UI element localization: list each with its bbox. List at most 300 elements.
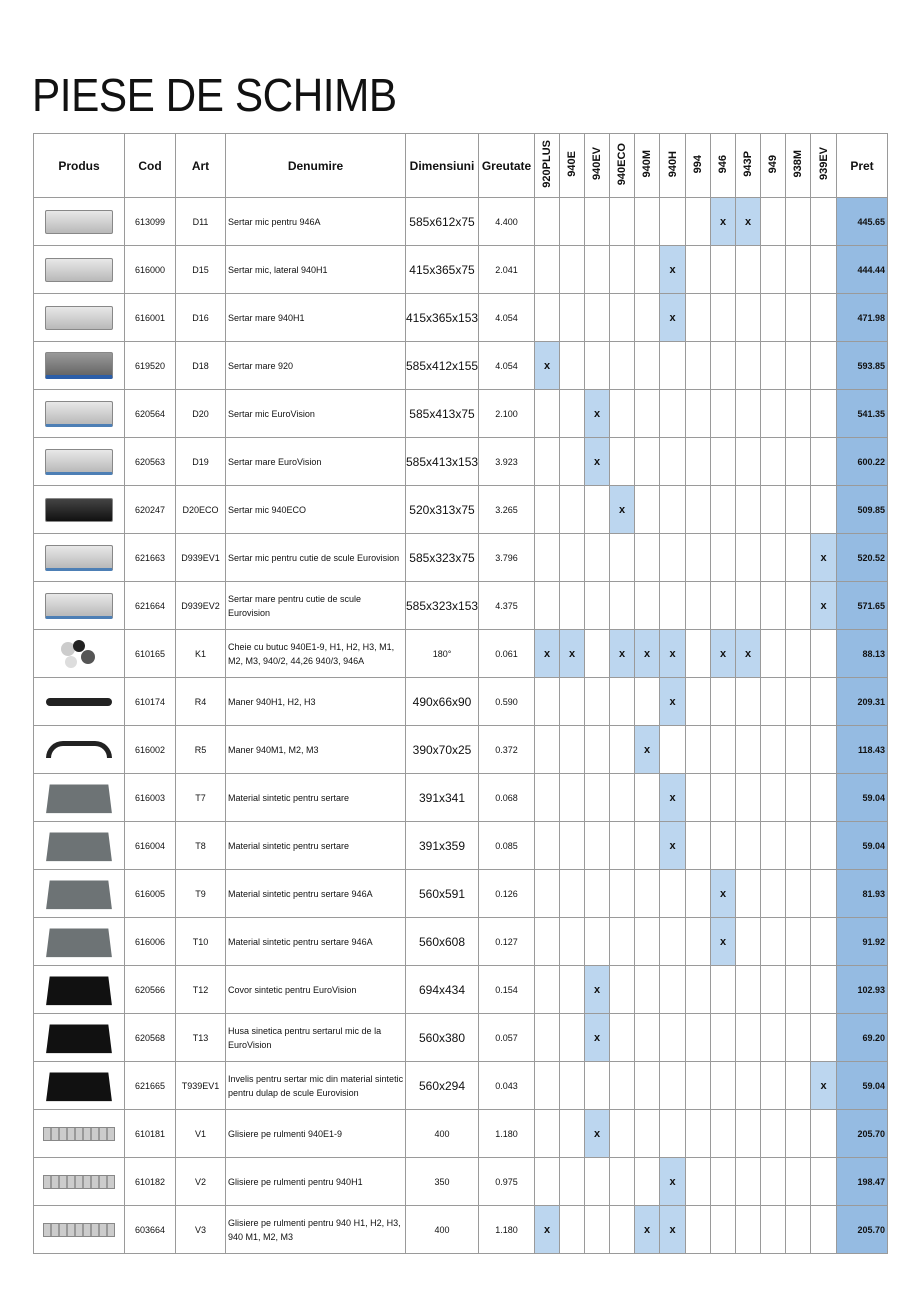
model-compat-cell: x <box>660 246 686 294</box>
model-compat-cell <box>761 342 786 390</box>
model-compat-cell <box>535 678 560 726</box>
cod-cell: 613099 <box>125 198 176 246</box>
model-compat-cell <box>535 822 560 870</box>
header-model-label: 940ECO <box>616 142 628 186</box>
dimensiuni-cell: 585x323x153 <box>406 582 479 630</box>
model-compat-cell <box>786 822 811 870</box>
model-compat-cell <box>560 774 585 822</box>
model-compat-cell <box>811 726 837 774</box>
model-compat-cell: x <box>811 534 837 582</box>
denumire-cell: Material sintetic pentru sertare 946A <box>226 918 406 966</box>
denumire-cell: Glisiere pe rulmenti 940E1-9 <box>226 1110 406 1158</box>
denumire-cell: Sertar mic pentru 946A <box>226 198 406 246</box>
model-compat-cell <box>786 918 811 966</box>
model-compat-cell <box>711 582 736 630</box>
model-compat-cell <box>811 342 837 390</box>
dimensiuni-cell: 520x313x75 <box>406 486 479 534</box>
header-model <box>635 134 660 198</box>
model-compat-cell <box>686 678 711 726</box>
greutate-cell: 0.061 <box>479 630 535 678</box>
header-denumire: Denumire <box>226 134 406 198</box>
model-compat-cell <box>686 438 711 486</box>
model-compat-cell <box>635 1062 660 1110</box>
model-compat-cell <box>736 582 761 630</box>
mat-black-icon <box>46 976 112 1005</box>
drawer-black-icon <box>45 498 113 522</box>
model-compat-cell <box>711 246 736 294</box>
handle-straight-icon <box>46 698 112 706</box>
model-compat-cell <box>736 822 761 870</box>
model-compat-cell <box>711 774 736 822</box>
model-compat-cell <box>786 294 811 342</box>
model-compat-cell <box>686 870 711 918</box>
drawer-ev-icon <box>45 449 113 475</box>
header-pret: Pret <box>837 134 888 198</box>
model-compat-cell <box>535 246 560 294</box>
model-compat-cell <box>786 1110 811 1158</box>
model-compat-cell <box>610 870 635 918</box>
model-compat-cell <box>786 870 811 918</box>
table-row <box>34 438 888 486</box>
mat-black-icon <box>46 1072 112 1101</box>
header-model-label: 938M <box>792 150 804 178</box>
model-compat-cell <box>535 294 560 342</box>
model-compat-cell <box>560 486 585 534</box>
model-compat-cell <box>560 1158 585 1206</box>
model-compat-cell <box>761 486 786 534</box>
model-compat-cell <box>535 438 560 486</box>
header-greutate: Greutate <box>479 134 535 198</box>
model-compat-cell: x <box>535 630 560 678</box>
table-row <box>34 246 888 294</box>
drawer-ev-icon <box>45 545 113 571</box>
header-dimensiuni: Dimensiuni <box>406 134 479 198</box>
cod-cell: 616002 <box>125 726 176 774</box>
art-cell: T13 <box>176 1014 226 1062</box>
model-compat-cell <box>736 294 761 342</box>
cod-cell: 620563 <box>125 438 176 486</box>
model-compat-cell: x <box>585 390 610 438</box>
model-compat-cell <box>635 822 660 870</box>
product-image-cell <box>34 726 125 774</box>
model-compat-cell <box>786 1062 811 1110</box>
model-compat-cell <box>635 294 660 342</box>
model-compat-cell: x <box>660 294 686 342</box>
table-row <box>34 486 888 534</box>
model-compat-cell <box>610 534 635 582</box>
header-model <box>535 134 560 198</box>
model-compat-cell <box>711 966 736 1014</box>
dimensiuni-cell: 391x359 <box>406 822 479 870</box>
drawer-grey-icon <box>45 258 113 282</box>
price-cell: 444.44 <box>837 246 888 294</box>
model-compat-cell <box>736 966 761 1014</box>
model-compat-cell <box>635 870 660 918</box>
header-art: Art <box>176 134 226 198</box>
model-compat-cell <box>660 438 686 486</box>
key-lock-icon <box>59 638 99 670</box>
price-cell: 509.85 <box>837 486 888 534</box>
dimensiuni-cell: 560x294 <box>406 1062 479 1110</box>
drawer-ev-icon <box>45 593 113 619</box>
mat-grey-icon <box>46 832 112 861</box>
model-compat-cell: x <box>585 1014 610 1062</box>
price-cell: 81.93 <box>837 870 888 918</box>
cod-cell: 620568 <box>125 1014 176 1062</box>
model-compat-cell <box>811 390 837 438</box>
model-compat-cell <box>786 1158 811 1206</box>
model-compat-cell <box>686 774 711 822</box>
product-image-cell <box>34 198 125 246</box>
model-compat-cell <box>686 246 711 294</box>
greutate-cell: 0.057 <box>479 1014 535 1062</box>
cod-cell: 610165 <box>125 630 176 678</box>
model-compat-cell <box>535 1014 560 1062</box>
denumire-cell: Sertar mic pentru cutie de scule Eurovision <box>226 534 406 582</box>
model-compat-cell <box>635 198 660 246</box>
model-compat-cell <box>736 774 761 822</box>
header-model <box>560 134 585 198</box>
model-compat-cell <box>535 1110 560 1158</box>
model-compat-cell: x <box>811 582 837 630</box>
model-compat-cell <box>635 486 660 534</box>
greutate-cell: 1.180 <box>479 1206 535 1254</box>
drawer-blue-icon <box>45 352 113 379</box>
model-compat-cell <box>560 966 585 1014</box>
art-cell: D939EV1 <box>176 534 226 582</box>
model-compat-cell <box>686 822 711 870</box>
cod-cell: 620564 <box>125 390 176 438</box>
greutate-cell: 3.796 <box>479 534 535 582</box>
header-model-label: 940E <box>566 151 578 177</box>
model-compat-cell <box>686 1062 711 1110</box>
header-model-label: 949 <box>767 154 779 174</box>
table-row <box>34 1158 888 1206</box>
model-compat-cell <box>560 246 585 294</box>
header-model <box>786 134 811 198</box>
dimensiuni-cell: 180° <box>406 630 479 678</box>
model-compat-cell: x <box>610 630 635 678</box>
dimensiuni-cell: 585x413x75 <box>406 390 479 438</box>
denumire-cell: Sertar mic EuroVision <box>226 390 406 438</box>
model-compat-cell <box>736 1014 761 1062</box>
header-model <box>660 134 686 198</box>
cod-cell: 621665 <box>125 1062 176 1110</box>
model-compat-cell: x <box>610 486 635 534</box>
table-row <box>34 630 888 678</box>
product-image-cell <box>34 1062 125 1110</box>
model-compat-cell <box>560 294 585 342</box>
model-compat-cell <box>610 246 635 294</box>
model-compat-cell <box>711 438 736 486</box>
art-cell: T8 <box>176 822 226 870</box>
model-compat-cell <box>535 486 560 534</box>
dimensiuni-cell: 350 <box>406 1158 479 1206</box>
greutate-cell: 3.923 <box>479 438 535 486</box>
model-compat-cell <box>686 390 711 438</box>
model-compat-cell <box>635 1110 660 1158</box>
model-compat-cell <box>610 774 635 822</box>
model-compat-cell <box>761 1158 786 1206</box>
dimensiuni-cell: 560x608 <box>406 918 479 966</box>
price-cell: 91.92 <box>837 918 888 966</box>
model-compat-cell <box>711 294 736 342</box>
product-image-cell <box>34 582 125 630</box>
product-image-cell <box>34 630 125 678</box>
table-row <box>34 390 888 438</box>
dimensiuni-cell: 694x434 <box>406 966 479 1014</box>
header-model <box>686 134 711 198</box>
model-compat-cell <box>635 582 660 630</box>
cod-cell: 610181 <box>125 1110 176 1158</box>
mat-grey-icon <box>46 928 112 957</box>
model-compat-cell <box>660 582 686 630</box>
model-compat-cell <box>610 342 635 390</box>
model-compat-cell: x <box>736 630 761 678</box>
art-cell: D15 <box>176 246 226 294</box>
product-image-cell <box>34 1110 125 1158</box>
product-image-cell <box>34 918 125 966</box>
model-compat-cell <box>585 1062 610 1110</box>
model-compat-cell <box>761 1014 786 1062</box>
model-compat-cell <box>711 342 736 390</box>
header-produs: Produs <box>34 134 125 198</box>
art-cell: D18 <box>176 342 226 390</box>
model-compat-cell <box>711 726 736 774</box>
denumire-cell: Husa sinetica pentru sertarul mic de la EuroVision <box>226 1014 406 1062</box>
header-model <box>761 134 786 198</box>
greutate-cell: 0.085 <box>479 822 535 870</box>
denumire-cell: Sertar mare 920 <box>226 342 406 390</box>
table-row <box>34 1062 888 1110</box>
price-cell: 471.98 <box>837 294 888 342</box>
model-compat-cell <box>610 678 635 726</box>
model-compat-cell <box>660 486 686 534</box>
model-compat-cell <box>761 774 786 822</box>
denumire-cell: Glisiere pe rulmenti pentru 940H1 <box>226 1158 406 1206</box>
model-compat-cell <box>585 822 610 870</box>
table-row <box>34 870 888 918</box>
greutate-cell: 0.154 <box>479 966 535 1014</box>
model-compat-cell <box>610 822 635 870</box>
model-compat-cell <box>786 486 811 534</box>
cod-cell: 619520 <box>125 342 176 390</box>
model-compat-cell <box>660 1014 686 1062</box>
model-compat-cell <box>811 774 837 822</box>
art-cell: T939EV1 <box>176 1062 226 1110</box>
cod-cell: 620247 <box>125 486 176 534</box>
model-compat-cell <box>761 1206 786 1254</box>
art-cell: D20ECO <box>176 486 226 534</box>
model-compat-cell <box>585 870 610 918</box>
model-compat-cell <box>686 534 711 582</box>
dimensiuni-cell: 585x412x155 <box>406 342 479 390</box>
art-cell: D939EV2 <box>176 582 226 630</box>
model-compat-cell <box>686 486 711 534</box>
price-cell: 88.13 <box>837 630 888 678</box>
drawer-grey-icon <box>45 306 113 330</box>
dimensiuni-cell: 585x323x75 <box>406 534 479 582</box>
model-compat-cell <box>736 390 761 438</box>
product-image-cell <box>34 1206 125 1254</box>
model-compat-cell <box>711 822 736 870</box>
table-row <box>34 198 888 246</box>
handle-arc-icon <box>46 741 112 758</box>
table-row <box>34 1014 888 1062</box>
model-compat-cell <box>811 870 837 918</box>
model-compat-cell <box>560 678 585 726</box>
table-row <box>34 294 888 342</box>
model-compat-cell <box>610 1110 635 1158</box>
model-compat-cell: x <box>585 1110 610 1158</box>
model-compat-cell <box>610 294 635 342</box>
price-cell: 198.47 <box>837 1158 888 1206</box>
model-compat-cell: x <box>660 774 686 822</box>
art-cell: T12 <box>176 966 226 1014</box>
model-compat-cell <box>535 534 560 582</box>
model-compat-cell <box>660 966 686 1014</box>
model-compat-cell <box>736 1062 761 1110</box>
model-compat-cell <box>811 678 837 726</box>
model-compat-cell: x <box>711 870 736 918</box>
product-image-cell <box>34 390 125 438</box>
model-compat-cell <box>736 918 761 966</box>
cod-cell: 616003 <box>125 774 176 822</box>
dimensiuni-cell: 415x365x75 <box>406 246 479 294</box>
model-compat-cell <box>786 1206 811 1254</box>
model-compat-cell <box>736 1206 761 1254</box>
art-cell: D11 <box>176 198 226 246</box>
model-compat-cell <box>711 486 736 534</box>
product-image-cell <box>34 966 125 1014</box>
cod-cell: 621663 <box>125 534 176 582</box>
header-model-label: 946 <box>717 154 729 174</box>
model-compat-cell <box>585 486 610 534</box>
price-cell: 59.04 <box>837 822 888 870</box>
table-row <box>34 966 888 1014</box>
greutate-cell: 4.375 <box>479 582 535 630</box>
model-compat-cell <box>686 630 711 678</box>
model-compat-cell: x <box>660 630 686 678</box>
price-cell: 205.70 <box>837 1110 888 1158</box>
model-compat-cell <box>686 1014 711 1062</box>
art-cell: K1 <box>176 630 226 678</box>
denumire-cell: Material sintetic pentru sertare <box>226 774 406 822</box>
art-cell: R5 <box>176 726 226 774</box>
model-compat-cell <box>811 630 837 678</box>
denumire-cell: Covor sintetic pentru EuroVision <box>226 966 406 1014</box>
table-row <box>34 582 888 630</box>
model-compat-cell <box>761 534 786 582</box>
model-compat-cell: x <box>560 630 585 678</box>
model-compat-cell <box>560 1062 585 1110</box>
model-compat-cell <box>585 726 610 774</box>
header-model <box>585 134 610 198</box>
header-model-label: 994 <box>692 154 704 174</box>
greutate-cell: 0.372 <box>479 726 535 774</box>
model-compat-cell <box>736 870 761 918</box>
model-compat-cell <box>811 198 837 246</box>
model-compat-cell: x <box>736 198 761 246</box>
rail-icon <box>43 1175 115 1189</box>
model-compat-cell <box>660 870 686 918</box>
model-compat-cell <box>761 726 786 774</box>
header-model <box>610 134 635 198</box>
model-compat-cell <box>686 726 711 774</box>
price-cell: 205.70 <box>837 1206 888 1254</box>
model-compat-cell <box>660 390 686 438</box>
model-compat-cell <box>535 582 560 630</box>
cod-cell: 616000 <box>125 246 176 294</box>
model-compat-cell <box>585 294 610 342</box>
model-compat-cell <box>585 534 610 582</box>
model-compat-cell <box>761 582 786 630</box>
dimensiuni-cell: 560x591 <box>406 870 479 918</box>
rail-icon <box>43 1127 115 1141</box>
dimensiuni-cell: 560x380 <box>406 1014 479 1062</box>
model-compat-cell <box>610 390 635 438</box>
model-compat-cell <box>761 678 786 726</box>
model-compat-cell <box>711 1206 736 1254</box>
greutate-cell: 4.054 <box>479 342 535 390</box>
model-compat-cell <box>560 1014 585 1062</box>
header-model <box>736 134 761 198</box>
model-compat-cell <box>660 1110 686 1158</box>
denumire-cell: Invelis pentru sertar mic din material sintetic pentru dulap de scule Eurovision <box>226 1062 406 1110</box>
model-compat-cell <box>560 1206 585 1254</box>
product-image-cell <box>34 822 125 870</box>
product-image-cell <box>34 774 125 822</box>
model-compat-cell <box>786 966 811 1014</box>
art-cell: V2 <box>176 1158 226 1206</box>
model-compat-cell: x <box>660 822 686 870</box>
model-compat-cell <box>585 342 610 390</box>
model-compat-cell <box>811 1206 837 1254</box>
model-compat-cell <box>560 822 585 870</box>
model-compat-cell <box>660 198 686 246</box>
model-compat-cell <box>786 726 811 774</box>
model-compat-cell <box>761 294 786 342</box>
model-compat-cell <box>711 1158 736 1206</box>
greutate-cell: 2.041 <box>479 246 535 294</box>
model-compat-cell <box>761 1110 786 1158</box>
price-cell: 59.04 <box>837 1062 888 1110</box>
table-row <box>34 678 888 726</box>
model-compat-cell <box>786 630 811 678</box>
model-compat-cell <box>660 342 686 390</box>
model-compat-cell <box>711 1014 736 1062</box>
model-compat-cell <box>686 198 711 246</box>
model-compat-cell <box>585 1158 610 1206</box>
model-compat-cell <box>635 918 660 966</box>
model-compat-cell <box>610 1062 635 1110</box>
denumire-cell: Material sintetic pentru sertare 946A <box>226 870 406 918</box>
model-compat-cell <box>711 534 736 582</box>
model-compat-cell <box>535 870 560 918</box>
cod-cell: 616004 <box>125 822 176 870</box>
model-compat-cell <box>736 1158 761 1206</box>
model-compat-cell <box>535 918 560 966</box>
header-model-label: 939EV <box>817 147 830 181</box>
header-model-label: 940H <box>666 150 679 178</box>
greutate-cell: 1.180 <box>479 1110 535 1158</box>
model-compat-cell <box>535 774 560 822</box>
art-cell: T9 <box>176 870 226 918</box>
model-compat-cell <box>786 390 811 438</box>
drawer-grey-icon <box>45 210 113 234</box>
model-compat-cell <box>610 1014 635 1062</box>
model-compat-cell <box>635 342 660 390</box>
